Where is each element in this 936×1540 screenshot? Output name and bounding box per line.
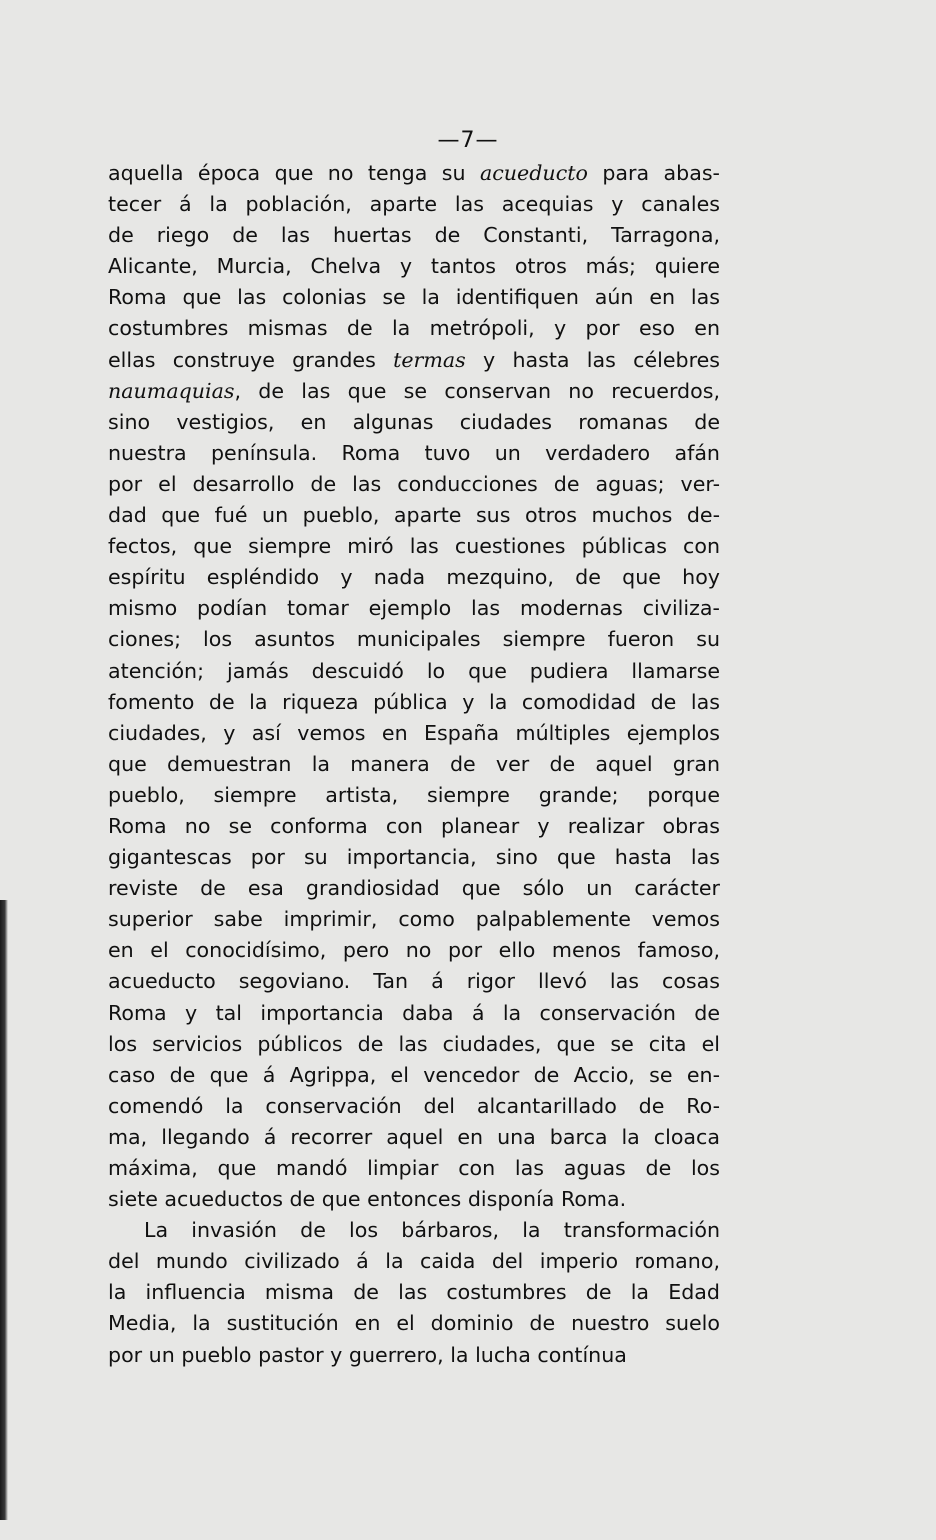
text-run: ciudades, y así vemos en España múltiples ejemplos [108,720,720,745]
text-line [108,935,720,966]
text-run: y hasta las célebres [465,347,720,372]
text-line [108,842,720,873]
text-line [108,1246,720,1277]
text-line [108,811,720,842]
text-run: Media, la sustitución en el dominio de nuestro suelo [108,1311,720,1336]
text-run: del mundo civilizado á la caida del imperio romano, [108,1249,720,1274]
text-run: reviste de esa grandiosidad que sólo un carácter [108,876,720,901]
text-run: Roma que las colonias se la identifiquen aún en las [108,285,720,310]
text-line [108,873,720,904]
text-line [108,345,720,376]
text-run: mismo podían tomar ejemplo las modernas civiliza- [108,596,720,621]
text-run: acueducto segoviano. Tan á rigor llevó las cosas [108,969,720,994]
text-run: Alicante, Murcia, Chelva y tantos otros más; quiere [108,254,720,279]
text-line [108,1184,720,1215]
text-run: en el conocidísimo, pero no por ello menos famoso, [108,938,720,963]
text-run: Roma no se conforma con planear y realizar obras [108,813,720,838]
text-line [108,407,720,438]
page-number: —7— [437,128,499,153]
text-line [108,1215,720,1246]
text-run: la influencia misma de las costumbres de la Edad [108,1280,720,1305]
text-run: por un pueblo pastor y guerrero, la lucha contínua [108,1342,627,1367]
text-line [108,1153,720,1184]
text-line [108,966,720,997]
text-run: pueblo, siempre artista, siempre grande; porque [108,782,720,807]
text-line [108,687,720,718]
text-run: tecer á la población, aparte las acequias y canales [108,192,720,217]
italic-term: acueducto [479,161,588,185]
text-line [108,624,720,655]
text-line [108,593,720,624]
text-line [108,376,720,407]
text-line [108,158,720,189]
text-line [108,1091,720,1122]
text-run: costumbres mismas de la metrópoli, y por eso en [108,316,720,341]
text-run: ellas construye grandes [108,347,394,372]
text-line [108,500,720,531]
text-line [108,718,720,749]
text-line [108,749,720,780]
text-line [108,1277,720,1308]
text-line [108,251,720,282]
paragraph [108,1215,720,1370]
text-run: por el desarrollo de las conducciones de aguas; ver- [108,471,720,496]
text-line [108,282,720,313]
text-run: máxima, que mandó limpiar con las aguas de los [108,1156,720,1180]
text-run: nuestra península. Roma tuvo un verdadero afán [108,440,720,465]
binding-shadow [0,900,8,1520]
text-line [108,313,720,344]
text-run: espíritu espléndido y nada mezquino, de que hoy [108,565,720,590]
text-line [108,469,720,500]
text-run: fomento de la riqueza pública y la comodidad de las [108,689,720,714]
text-run: comendó la conservación del alcantarillado de Ro- [108,1093,720,1118]
text-run: atención; jamás descuidó lo que pudiera llamarse [108,658,720,683]
text-line [108,904,720,935]
text-run: ciones; los asuntos municipales siempre fueron su [108,627,720,652]
text-run: Roma y tal importancia daba á la conservación de [108,1000,720,1025]
italic-term: naumaquias [108,378,235,403]
text-line [108,780,720,811]
text-line [108,220,720,251]
text-run: que demuestran la manera de ver de aquel gran [108,751,720,776]
text-line [108,531,720,562]
text-run: , de las que se conservan no recuerdos, [234,378,720,403]
text-run: dad que fué un pueblo, aparte sus otros muchos de- [108,503,720,528]
text-run: sino vestigios, en algunas ciudades romanas de [108,409,720,434]
text-line [108,438,720,469]
text-run: siete acueductos de que entonces disponía Roma. [108,1187,627,1212]
text-line [108,1029,720,1060]
body-text [108,158,720,1371]
text-line [108,562,720,593]
text-run: caso de que á Agrippa, el vencedor de Accio, se en- [108,1062,720,1087]
text-line [108,656,720,687]
text-line [108,1122,720,1153]
text-run: de riego de las huertas de Constanti, Tarragona, [108,223,720,248]
text-run: La invasión de los bárbaros, la transformación [144,1218,720,1243]
text-line [108,998,720,1029]
text-run: para abas- [587,161,720,185]
text-line [108,189,720,220]
text-run: gigantescas por su importancia, sino que hasta las [108,845,720,870]
paragraph [108,158,720,1215]
text-run: superior sabe imprimir, como palpablemente vemos [108,907,720,932]
text-run: aquella época que no tenga su [108,161,480,185]
text-run: los servicios públicos de las ciudades, que se cita el [108,1031,720,1056]
text-line [108,1308,720,1339]
italic-term: termas [393,347,466,372]
text-run: fectos, que siempre miró las cuestiones públicas con [108,534,720,559]
text-run: ma, llegando á recorrer aquel en una barca la cloaca [108,1124,720,1149]
text-line [108,1340,720,1371]
text-line [108,1060,720,1091]
